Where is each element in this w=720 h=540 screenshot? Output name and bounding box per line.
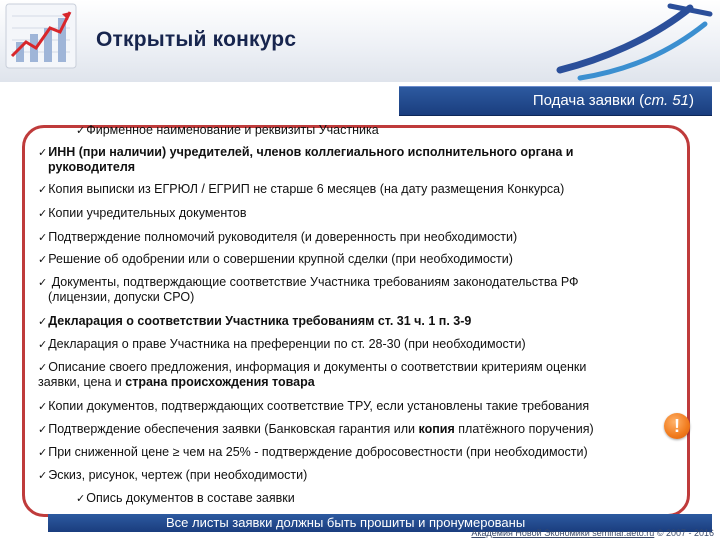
list-item [76,491,295,506]
check-icon: ✓ [38,400,48,413]
check-icon: ✓ [38,338,48,351]
check-icon: ✓ [38,361,48,374]
footer-copyright: © 2007 - 2016 [654,528,714,538]
check-icon: ✓ [38,315,48,328]
page-title: Открытый конкурс [96,28,297,51]
list-item [38,422,594,437]
footer-link[interactable]: Академия Новой Экономики seminar.aeto.ru [471,528,655,538]
list-item [38,468,307,483]
list-item [38,206,246,221]
item-text-bold: страна происхождения товара [125,375,315,389]
item-text: Копии документов, подтверждающих соответствие ТРУ, если установлены такие требования [48,399,590,413]
item-text-continued: (лицензии, допуски СРО) [48,290,195,304]
subtitle-bar [399,86,712,116]
decorative-swoosh [540,0,720,82]
item-text: Копия выписки из ЕГРЮЛ / ЕГРИП не старше 6 месяцев (на дату размещения Конкурса) [48,182,565,196]
item-text: Эскиз, рисунок, чертеж (при необходимости) [48,468,308,482]
subtitle-close: ) [689,92,694,109]
check-icon: ✓ [38,146,48,159]
item-text: Решение об одобрении или о совершении крупной сделки (при необходимости) [48,252,513,266]
list-item [38,445,588,460]
item-text: Копии учредительных документов [48,206,247,220]
item-text-part: платёжного поручения) [454,422,594,436]
item-text: Декларация о соответствии Участника требованиям ст. 31 ч. 1 п. 3-9 [48,314,472,328]
subtitle-text [533,92,694,109]
check-icon: ✓ [38,469,48,482]
subtitle-main: Подача заявки ( [532,92,645,109]
exclamation-icon: ! [664,413,690,439]
check-icon: ✓ [38,423,48,436]
item-text-continued: руководителя [48,160,136,174]
item-text: Документы, подтверждающие соответствие Участника требованиям законодательства РФ [48,275,579,289]
item-text: Декларация о праве Участника на преференции по ст. 28-30 (при необходимости) [48,337,526,351]
list-item [38,275,579,305]
item-text: Подтверждение полномочий руководителя (и доверенность при необходимости) [48,230,518,244]
item-text: ИНН (при наличии) учредителей, членов коллегиального исполнительного органа и [48,145,574,159]
check-icon: ✓ [38,253,48,266]
rising-chart-logo [4,2,78,70]
check-icon: ✓ [38,183,48,196]
check-icon: ✓ [38,446,48,459]
check-icon: ✓ [38,207,48,220]
list-item [38,337,526,352]
check-icon: ✓ [38,231,48,244]
list-item [38,145,574,175]
list-item [76,123,379,138]
check-icon: ✓ [76,492,86,505]
list-item [38,360,586,390]
list-item [38,252,513,267]
item-text: Опись документов в составе заявки [86,491,295,505]
list-item [38,399,589,414]
footer [471,528,714,538]
item-text-bold: копия [418,422,455,436]
item-text: Фирменное наименование и реквизиты Участника [86,123,379,137]
item-text: При сниженной цене ≥ чем на 25% - подтверждение добросовестности (при необходимости) [48,445,588,459]
list-item [38,314,471,329]
item-text: Описание своего предложения, информация и документы о соответствии критериям оценки [48,360,587,374]
bottom-note-text: Все листы заявки должны быть прошиты и пронумерованы [166,515,526,530]
subtitle-article-ref: ст. 51 [644,92,689,109]
list-item [38,182,564,197]
list-item [38,230,517,245]
check-icon: ✓ [76,124,86,137]
item-text-part: заявки, цена и [38,375,126,389]
item-text-continued [38,375,586,390]
check-icon: ✓ [38,276,48,289]
item-text: Подтверждение обеспечения заявки (Банковская гарантия или [48,422,419,436]
